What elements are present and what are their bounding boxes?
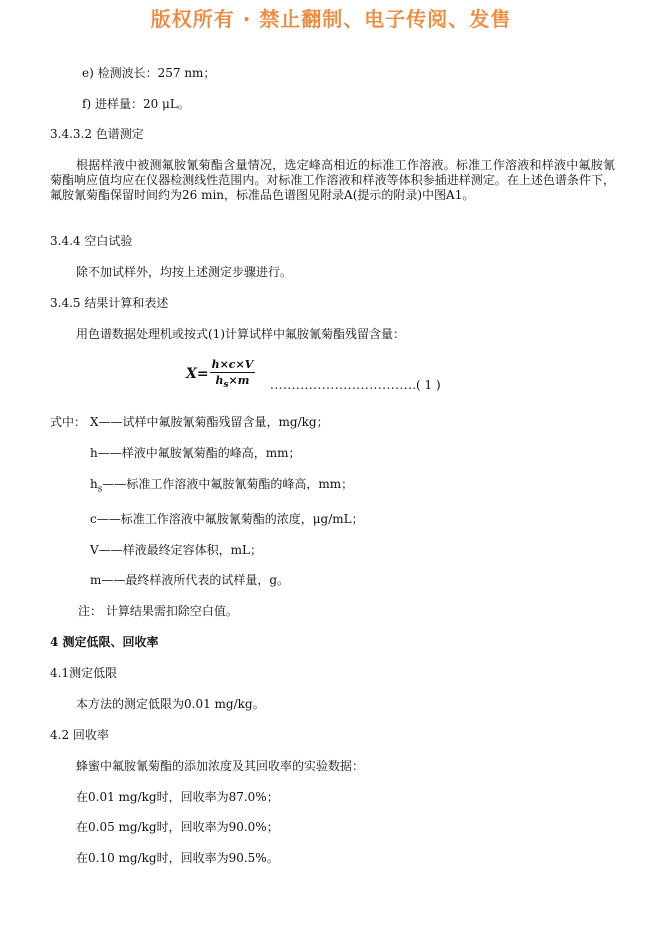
recovery-line: 在0.01 mg/kg时，回收率为87.0%；: [76, 790, 279, 804]
where-hs-main: h: [90, 477, 98, 491]
formula-1: [186, 358, 255, 390]
where-v: V——样液最终定容体积，mL；: [90, 543, 263, 557]
copyright-banner: 版权所有 · 禁止翻制、电子传阅、发售: [150, 7, 512, 31]
paragraph-detection-limit: 本方法的测定低限为0.01 mg/kg。: [76, 697, 265, 711]
where-x: X——试样中氟胺氰菊酯残留含量，mg/kg；: [90, 415, 329, 429]
paragraph-blank-test: 除不加试样外，均按上述测定步骤进行。: [76, 265, 293, 279]
heading-3-4-3-2: 3.4.3.2 色谱测定: [50, 127, 144, 141]
note: 注： 计算结果需扣除空白值。: [78, 604, 238, 618]
where-c: c——标准工作溶液中氟胺氰菊酯的浓度，μg/mL；: [90, 512, 364, 526]
formula-number: ( 1 ): [416, 378, 441, 392]
paragraph-recovery: 蜂蜜中氟胺氰菊酯的添加浓度及其回收率的实验数据：: [76, 759, 365, 773]
heading-3-4-4: 3.4.4 空白试验: [50, 234, 133, 248]
heading-4: 4 测定低限、回收率: [50, 635, 159, 649]
formula-denominator-h: h: [215, 374, 224, 387]
formula-denominator-sub: s: [223, 380, 229, 391]
where-intro: 式中：: [50, 415, 87, 429]
formula-leader-dots: ..................................: [270, 378, 417, 392]
where-m: m——最终样液所代表的试样量，g。: [90, 573, 290, 587]
where-h: h——样液中氟胺氰菊酯的峰高，mm；: [90, 446, 301, 460]
where-hs: [90, 477, 353, 496]
formula-numerator: h×c×V: [211, 358, 254, 371]
recovery-line: 在0.05 mg/kg时，回收率为90.0%；: [76, 820, 279, 834]
formula-denominator: [210, 373, 256, 390]
formula-fraction: [210, 358, 256, 390]
paragraph-calculation: 用色谱数据处理机或按式(1)计算试样中氟胺氰菊酯残留含量：: [76, 327, 406, 341]
heading-3-4-5: 3.4.5 结果计算和表述: [50, 296, 169, 310]
formula-lhs: X=: [186, 366, 209, 383]
paragraph-chromatographic-determination: 根据样液中被测氟胺氰菊酯含量情况，选定峰高相近的标准工作溶液。标准工作溶液和样液中氟胺氰菊酯响应值均应在仪器检测线性范围内。对标准工作溶液和样液等体积参插进样测定。在上述色谱条件下，氟胺氰菊酯保留时间约为26 min，标准品色谱图见附录A(提示的附录)中图A1。: [50, 158, 615, 202]
item-injection-volume: f) 进样量：20 μL。: [82, 97, 190, 111]
heading-4-2: 4.2 回收率: [50, 728, 109, 742]
where-hs-text: ——标准工作溶液中氟胺氰菊酯的峰高，mm；: [102, 477, 354, 491]
formula-denominator-rest: ×m: [228, 374, 250, 387]
heading-4-1: 4.1测定低限: [50, 666, 118, 680]
item-detection-wavelength: e) 检测波长：257 nm；: [82, 66, 216, 80]
recovery-line: 在0.10 mg/kg时，回收率为90.5%。: [76, 851, 279, 865]
where-hs-sub: s: [97, 484, 103, 495]
